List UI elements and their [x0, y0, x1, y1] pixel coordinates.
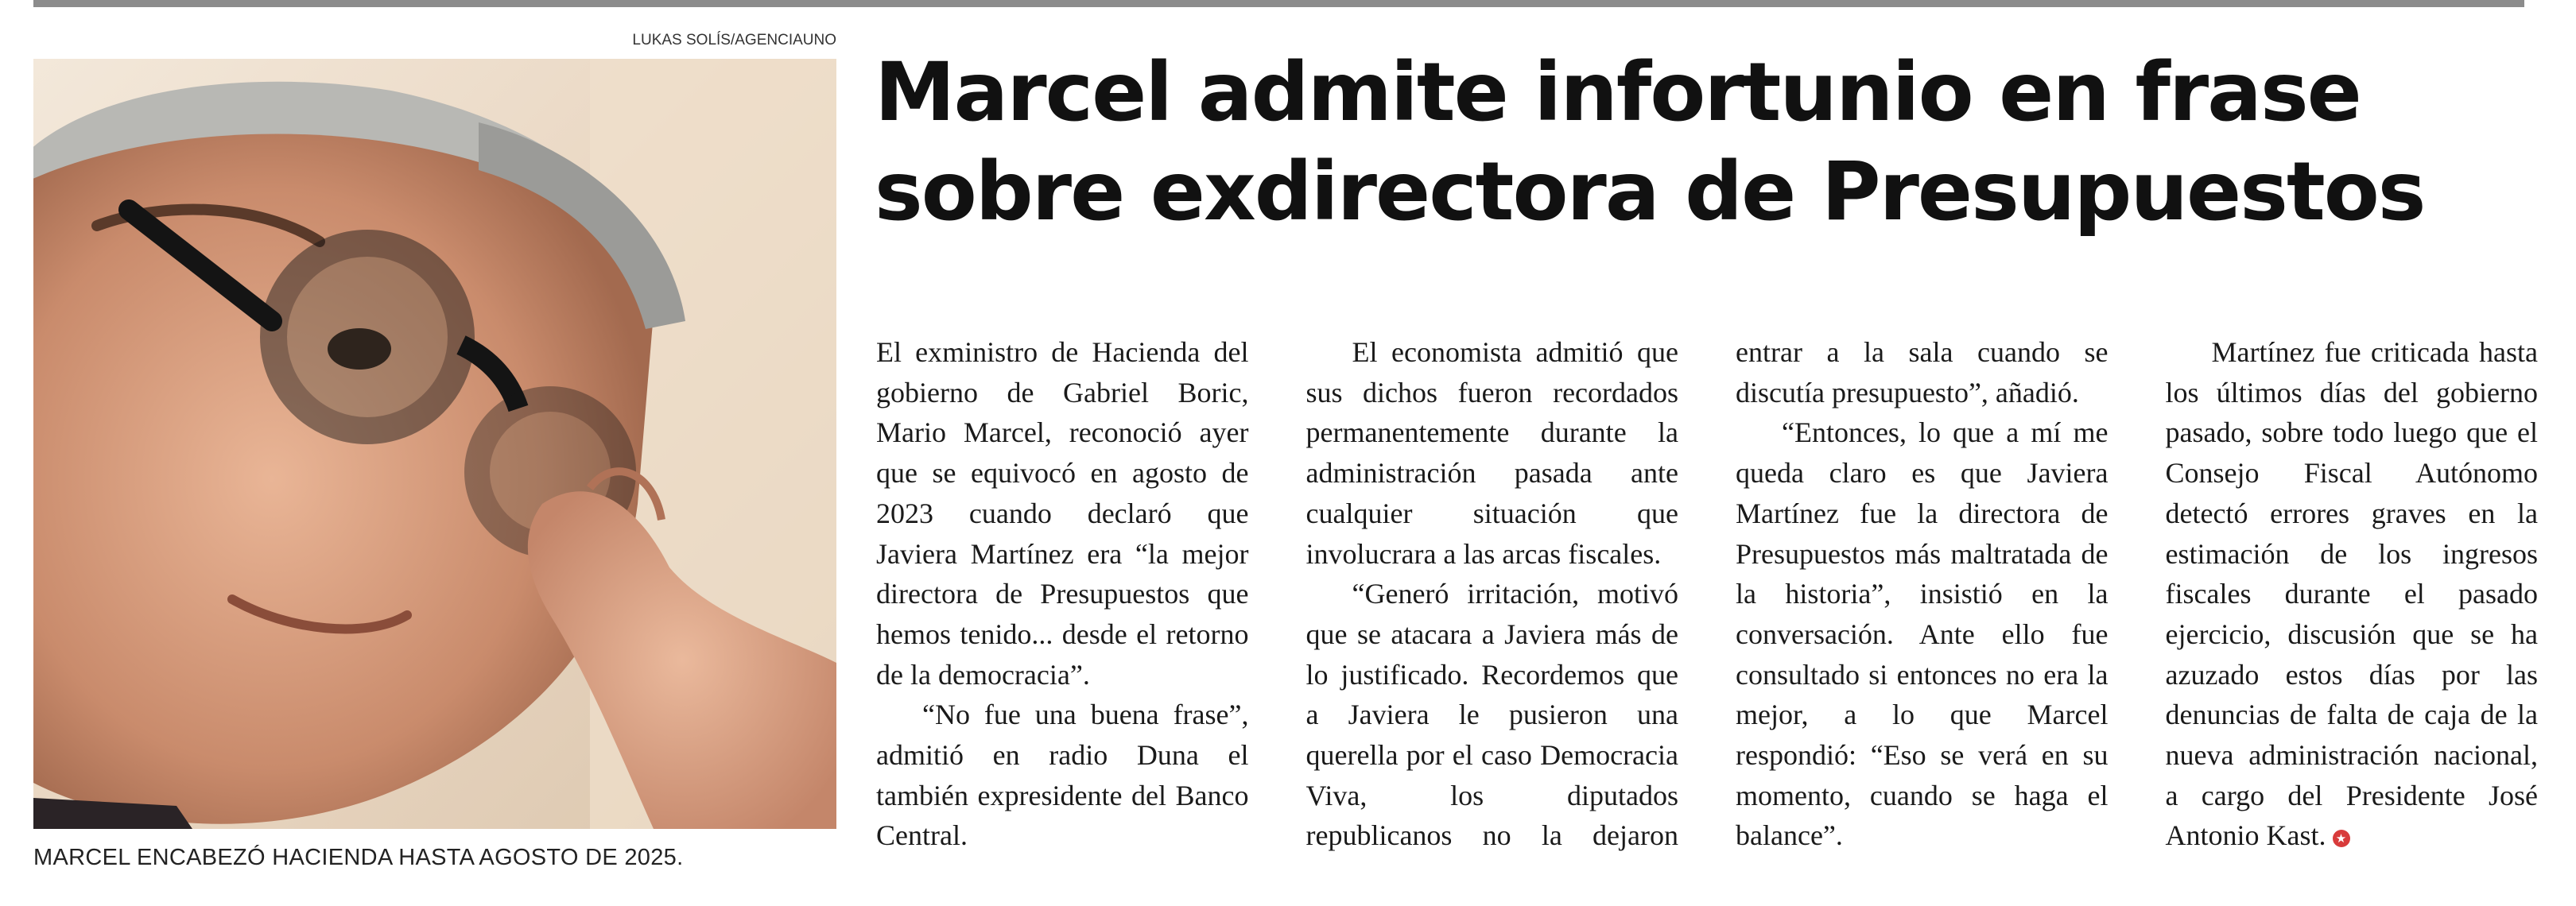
last-paragraph: [2166, 332, 2539, 856]
photo-caption: MARCEL ENCABEZÓ HACIENDA HASTA AGOSTO DE 2025.: [33, 845, 684, 870]
circle-star-icon: ★: [2333, 830, 2350, 847]
paragraph: El exministro de Hacienda del gobierno de Gabriel Boric, Mario Marcel, reconoció ayer que se equivocó en agosto de 2023 cuando declaró que Javiera Martínez era “la mejor directora de Presupuestos que hemos tenido... desde el retorno de la democracia”.: [876, 336, 1249, 691]
paragraph: “Generó irritación, motivó que se atacara a Javiera más de lo justificado. Recordemos que a Javiera le pusieron una querella por el caso Democracia Viva, los diputados republicanos no la dejaron entrar a la sala cuando se discutía presupuesto”, añadió.: [1305, 336, 2109, 852]
paragraph-text: Martínez fue criticada hasta los últimos días del gobierno pasado, sobre todo luego que el Consejo Fiscal Autónomo detectó errores graves en la estimación de los ingresos fiscales durante el pasado ejercicio, discusión que se ha azuzado estos días por las denuncias de falta de caja de la nueva administración nacional, a cargo del Presidente José Antonio Kast.: [2165, 336, 2538, 852]
headline: Marcel admite infortunio en frase sobre exdirectora de Presupuestos: [875, 45, 2425, 239]
article-photo: [33, 59, 836, 829]
article-body: [876, 332, 2538, 889]
photo-credit: LUKAS SOLÍS/AGENCIAUNO: [632, 32, 836, 48]
paragraph: “No fue una buena frase”, admitió en radio Duna el también expresidente del Banco Central.: [876, 699, 1249, 852]
top-rule: [33, 0, 2524, 7]
paragraph: “Entonces, lo que a mí me queda claro es que Javiera Martínez fue la directora de Presupuestos más maltratada de la historia”, insistió en la conversación. Ante ello fue consultado si entonces no era la mejor, a lo que Marcel respondió: “Eso se verá en su momento, cuando se haga el balance”.: [1736, 416, 2109, 852]
paragraph: El economista admitió que sus dichos fueron recordados permanentemente durante la administración pasada ante cualquier situación que involucrara a las arcas fiscales.: [1305, 336, 1678, 570]
